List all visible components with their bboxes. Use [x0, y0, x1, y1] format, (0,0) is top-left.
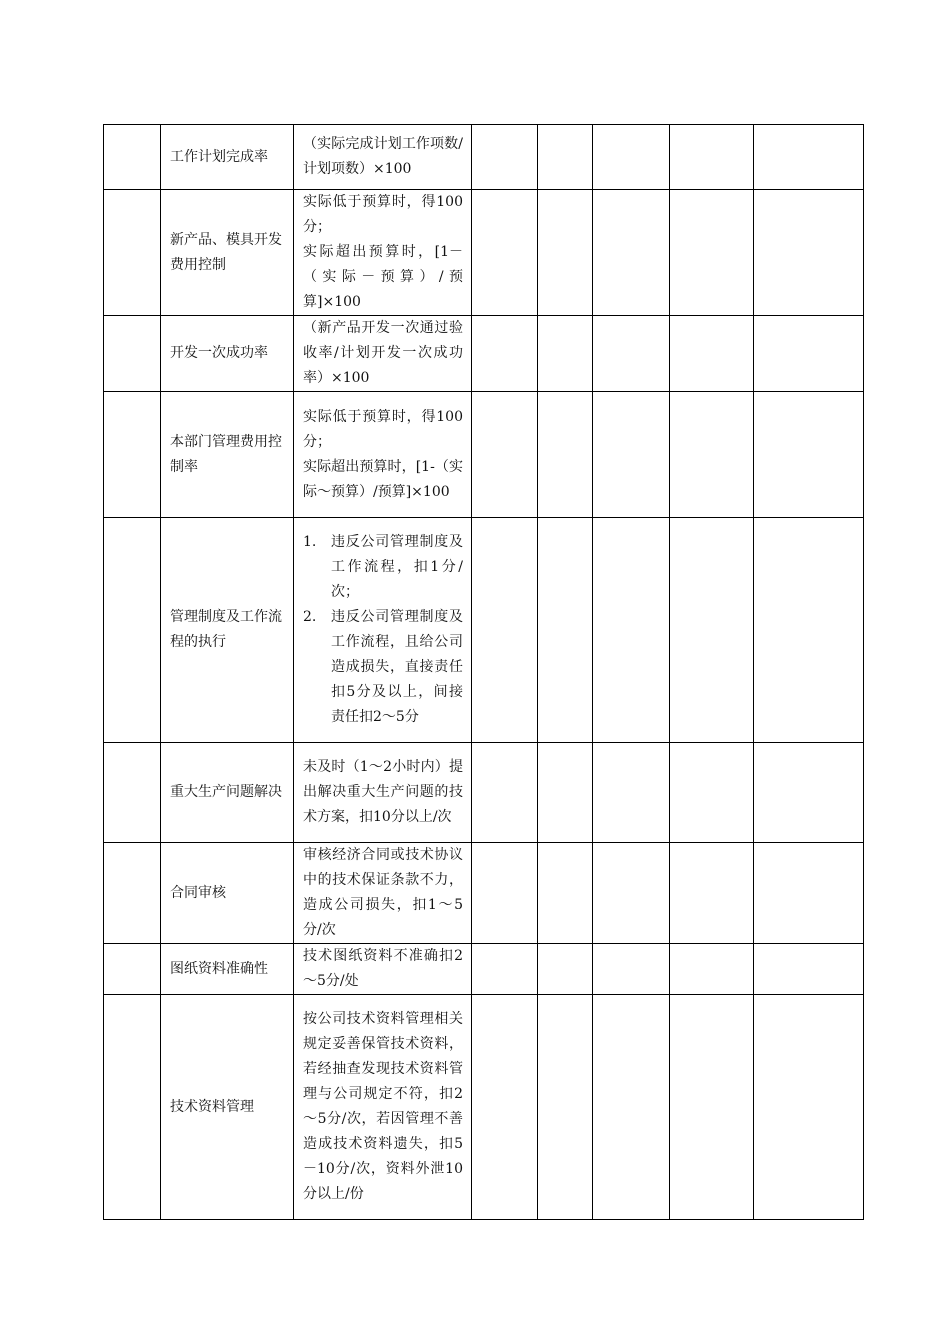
kpi-item: 新产品、模具开发费用控制: [161, 190, 294, 316]
kpi-method: [294, 392, 472, 518]
blank-cell: [104, 743, 161, 843]
blank-cell: [538, 392, 593, 518]
blank-cell: [593, 392, 670, 518]
blank-cell: [472, 392, 538, 518]
kpi-method: [294, 518, 472, 743]
blank-cell: [472, 125, 538, 190]
blank-cell: [754, 743, 864, 843]
blank-cell: [538, 518, 593, 743]
blank-cell: [593, 843, 670, 944]
blank-cell: [754, 316, 864, 392]
table-row: [104, 518, 864, 743]
blank-cell: [670, 125, 754, 190]
blank-cell: [670, 190, 754, 316]
list-item: [303, 605, 463, 730]
kpi-method-text: 技术图纸资料不准确扣2～5分/处: [303, 948, 463, 989]
blank-cell: [538, 743, 593, 843]
blank-cell: [104, 518, 161, 743]
blank-cell: [670, 944, 754, 995]
kpi-item: 图纸资料准确性: [161, 944, 294, 995]
kpi-method: [294, 995, 472, 1220]
blank-cell: [104, 125, 161, 190]
blank-cell: [104, 995, 161, 1220]
blank-cell: [538, 316, 593, 392]
kpi-method: [294, 190, 472, 316]
blank-cell: [472, 843, 538, 944]
list-item: [303, 530, 463, 605]
blank-cell: [754, 995, 864, 1220]
kpi-item: 开发一次成功率: [161, 316, 294, 392]
list-item-number: 2.: [303, 609, 317, 625]
table-row: [104, 190, 864, 316]
list-item-text: 违反公司管理制度及工作流程，扣1分/次；: [331, 534, 463, 600]
blank-cell: [754, 125, 864, 190]
blank-cell: [472, 190, 538, 316]
blank-cell: [593, 743, 670, 843]
kpi-method: [294, 843, 472, 944]
table-row: [104, 125, 864, 190]
blank-cell: [754, 843, 864, 944]
blank-cell: [472, 743, 538, 843]
blank-cell: [538, 843, 593, 944]
blank-cell: [593, 190, 670, 316]
blank-cell: [472, 316, 538, 392]
kpi-method-text: 实际低于预算时，得100分； 实际超出预算时，[1－（实际－预算）/预算]×100: [303, 194, 463, 310]
blank-cell: [593, 316, 670, 392]
blank-cell: [538, 190, 593, 316]
penalty-list: [303, 530, 463, 730]
blank-cell: [670, 392, 754, 518]
blank-cell: [593, 518, 670, 743]
kpi-method-text: 实际低于预算时，得100分； 实际超出预算时，[1-（实际～预算）/预算]×100: [303, 408, 463, 500]
blank-cell: [670, 518, 754, 743]
blank-cell: [538, 944, 593, 995]
kpi-method-text: 审核经济合同或技术协议中的技术保证条款不力，造成公司损失，扣1～5分/次: [303, 847, 463, 938]
blank-cell: [754, 518, 864, 743]
kpi-item: 工作计划完成率: [161, 125, 294, 190]
kpi-item: 合同审核: [161, 843, 294, 944]
kpi-method-text: 未及时（1～2小时内）提出解决重大生产问题的技术方案，扣10分以上/次: [303, 759, 463, 825]
kpi-method-text: （实际完成计划工作项数/计划项数）×100: [303, 136, 463, 177]
blank-cell: [104, 190, 161, 316]
blank-cell: [104, 843, 161, 944]
list-item-text: 违反公司管理制度及工作流程，且给公司造成损失，直接责任扣5分及以上，间接责任扣2～5分: [331, 609, 463, 725]
blank-cell: [754, 944, 864, 995]
table-row: [104, 843, 864, 944]
blank-cell: [472, 944, 538, 995]
table-row: [104, 392, 864, 518]
table-row: [104, 995, 864, 1220]
blank-cell: [472, 995, 538, 1220]
kpi-item: 本部门管理费用控制率: [161, 392, 294, 518]
table-row: [104, 743, 864, 843]
kpi-method: [294, 316, 472, 392]
blank-cell: [472, 518, 538, 743]
blank-cell: [754, 190, 864, 316]
blank-cell: [670, 743, 754, 843]
blank-cell: [538, 125, 593, 190]
kpi-assessment-table: [103, 124, 864, 1220]
blank-cell: [670, 316, 754, 392]
kpi-method-text: 按公司技术资料管理相关规定妥善保管技术资料，若经抽查发现技术资料管理与公司规定不符，扣2～5分/次，若因管理不善造成技术资料遗失，扣5－10分/次，资料外泄10分以上/份: [303, 1011, 463, 1202]
blank-cell: [104, 316, 161, 392]
kpi-method-text: （新产品开发一次通过验收率/计划开发一次成功率）×100: [303, 320, 463, 386]
blank-cell: [754, 392, 864, 518]
blank-cell: [593, 125, 670, 190]
blank-cell: [593, 944, 670, 995]
blank-cell: [104, 392, 161, 518]
table-row: [104, 944, 864, 995]
kpi-method: [294, 743, 472, 843]
table-row: [104, 316, 864, 392]
blank-cell: [670, 995, 754, 1220]
kpi-method: [294, 944, 472, 995]
kpi-item: 重大生产问题解决: [161, 743, 294, 843]
blank-cell: [538, 995, 593, 1220]
kpi-method: [294, 125, 472, 190]
blank-cell: [670, 843, 754, 944]
list-item-number: 1.: [303, 534, 317, 550]
kpi-item: 管理制度及工作流程的执行: [161, 518, 294, 743]
kpi-item: 技术资料管理: [161, 995, 294, 1220]
blank-cell: [104, 944, 161, 995]
blank-cell: [593, 995, 670, 1220]
